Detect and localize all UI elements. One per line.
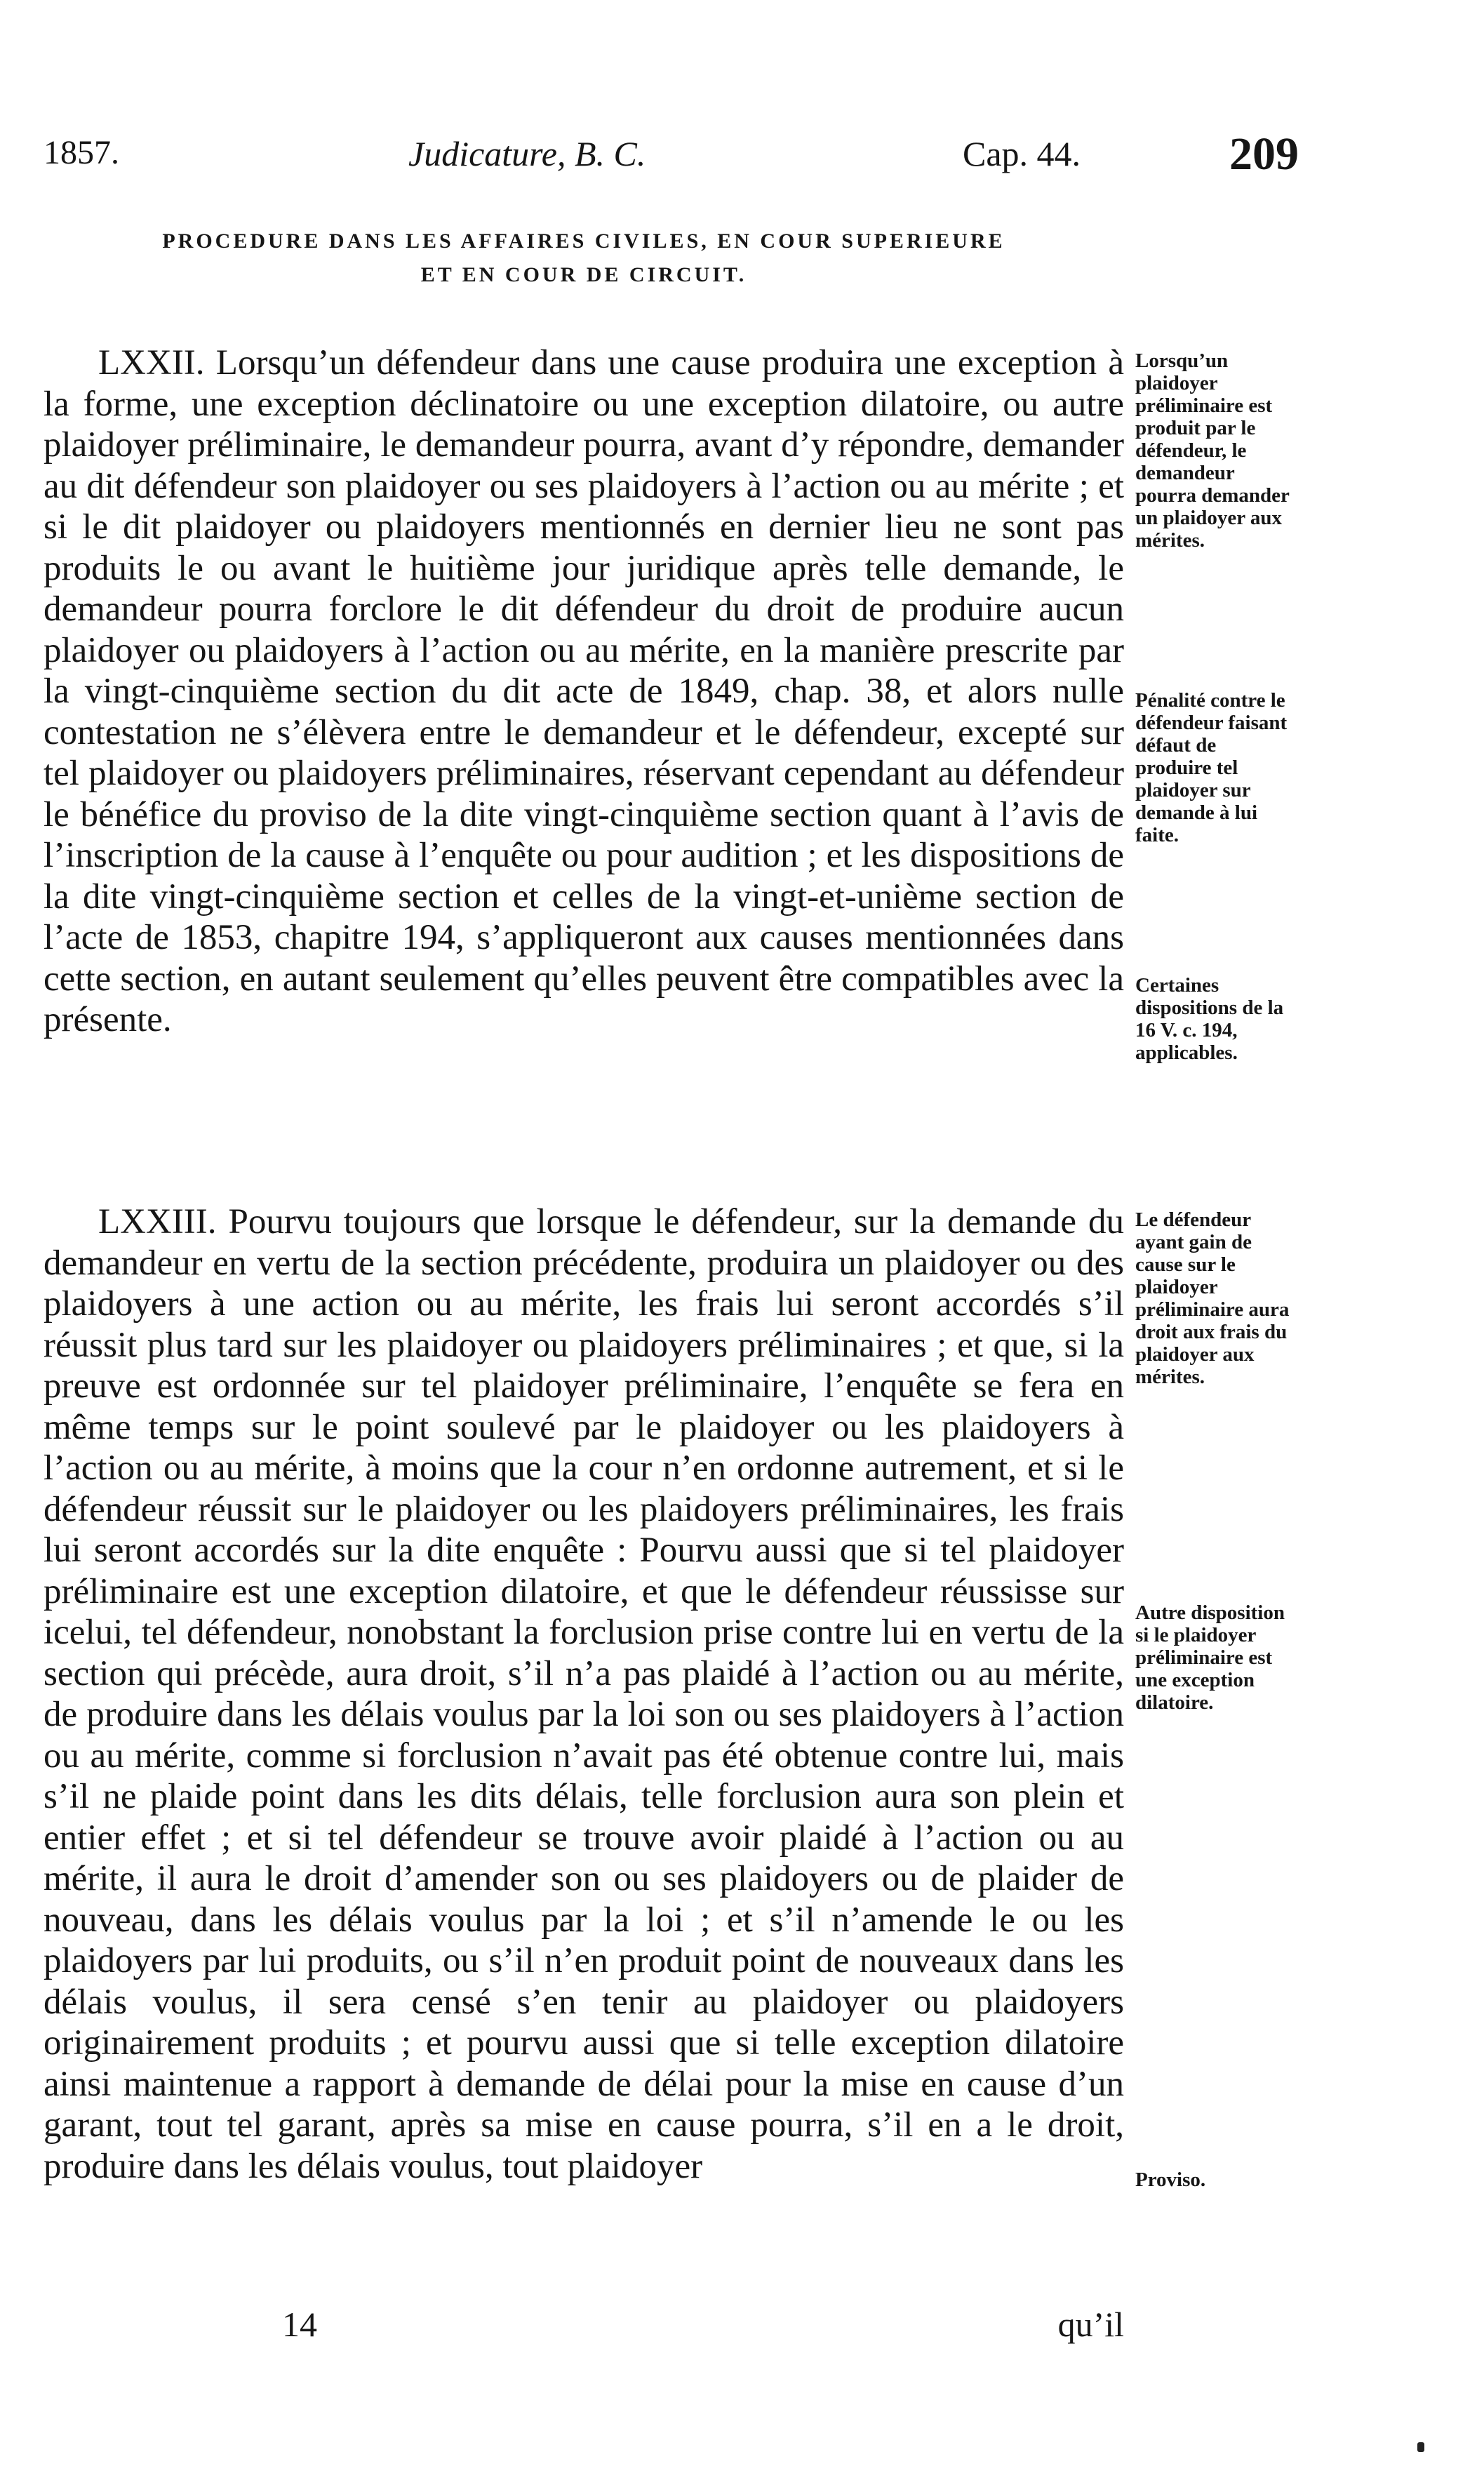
marginal-note-6: Proviso. <box>1135 2169 1206 2191</box>
page-number: 209 <box>1229 128 1299 180</box>
header-chapter: Cap. 44. <box>963 134 1081 173</box>
section-heading <box>44 225 1124 292</box>
heading-line-2: ET EN COUR DE CIRCUIT. <box>420 263 747 286</box>
running-header <box>44 128 1299 189</box>
section-lxxii-text: LXXII. Lorsqu’un défendeur dans une cause produira une exception à la forme, une exception déclinatoire ou une exception dilatoire, ou autre plaidoyer préliminaire, le demandeur pourra, avant d’y répondre, demander au dit défendeur son plaidoyer ou ses plaidoyers à l’action ou au mérite ; et si le dit plaidoyer ou plaidoyers mentionnés en dernier lieu ne sont pas produits le ou avant le huitième jour juridique après telle demande, le demandeur pourra forclore le dit défendeur du droit de produire aucun plaidoyer ou plaidoyers à l’action ou au mérite, en la manière prescrite par la vingt-cinquième section du dit acte de 1849, chap. 38, et alors nulle contestation ne s’élèvera entre le demandeur et le défendeur, excepté sur tel plaidoyer ou plaidoyers préliminaires, réservant cependant au défendeur le bénéfice du proviso de la dite vingt-cinquième section quant à l’avis de l’inscription de la cause à l’enquête ou pour audition ; et les dispositions de la dite vingt-cinquième section et celles de la vingt-et-unième section de l’acte de 1853, chapitre 194, s’appliqueront aux causes mentionnées dans cette section, en autant seulement qu’elles peuvent être compatibles avec la présente. <box>44 343 1124 1039</box>
marginal-note-5: Autre disposition si le plaidoyer préliminaire est une exception dilatoire. <box>1135 1601 1285 1714</box>
catchword: qu’il <box>1057 2305 1124 2344</box>
marginal-note-3: Certaines dispositions de la 16 V. c. 194, applicables. <box>1135 974 1284 1064</box>
header-year: 1857. <box>44 134 119 171</box>
signature-mark: 14 <box>282 2305 317 2344</box>
marginal-note-4: Le défendeur ayant gain de cause sur le plaidoyer préliminaire aura droit aux frais du plaidoyer aux mérites. <box>1135 1208 1290 1388</box>
ink-speck <box>1417 2442 1424 2452</box>
header-title: Judicature, B. C. <box>408 134 646 173</box>
section-lxxiii <box>44 1201 1124 2187</box>
page-footer <box>44 2304 1124 2346</box>
heading-line-1: PROCEDURE DANS LES AFFAIRES CIVILES, EN COUR SUPERIEURE <box>162 229 1005 253</box>
marginal-note-1: Lorsqu’un plaidoyer préliminaire est produit par le défendeur, le demandeur pourra demander un plaidoyer aux mérites. <box>1135 349 1290 552</box>
marginal-note-2: Pénalité contre le défendeur faisant défaut de produire tel plaidoyer sur demande à lui faite. <box>1135 689 1288 846</box>
section-lxxiii-text: LXXIII. Pourvu toujours que lorsque le défendeur, sur la demande du demandeur en vertu de la section précédente, produira un plaidoyer ou des plaidoyers à une action ou au mérite, les frais lui seront accordés s’il réussit plus tard sur les plaidoyer ou plaidoyers préliminaires ; et que, si la preuve est ordonnée sur tel plaidoyer préliminaire, l’enquête se fera en même temps sur le point soulevé par le plaidoyer ou les plaidoyers à l’action ou au mérite, à moins que la cour n’en ordonne autrement, et si le défendeur réussit sur le plaidoyer ou les plaidoyers préliminaires, les frais lui seront accordés sur la dite enquête : Pourvu aussi que si tel plaidoyer préliminaire est une exception dilatoire, et que le défendeur réussisse sur icelui, tel défendeur, nonobstant la forclusion prise contre lui en vertu de la section qui précède, aura droit, s’il n’a pas plaidé à l’action ou au mérite, de produire dans les délais voulus par la loi son ou ses plaidoyers à l’action ou au mérite, comme si forclusion n’avait pas été obtenue contre lui, mais s’il ne plaide point dans les dits délais, telle forclusion aura son plein et entier effet ; et si tel défendeur se trouve avoir plaidé à l’action ou au mérite, il aura le droit d’amender son ou ses plaidoyers ou de plaider de nouveau, dans les délais voulus par la loi ; et s’il n’amende le ou les plaidoyers par lui produits, ou s’il n’en produit point de nouveaux dans les délais voulus, il sera censé s’en tenir au plaidoyer ou plaidoyers originairement produits ; et pourvu aussi que si telle exception dilatoire ainsi maintenue a rapport à demande de délai pour la mise en cause d’un garant, tout tel garant, après sa mise en cause pourra, s’il en a le droit, produire dans les délais voulus, tout plaidoyer <box>44 1202 1124 2186</box>
section-lxxii <box>44 342 1124 1041</box>
